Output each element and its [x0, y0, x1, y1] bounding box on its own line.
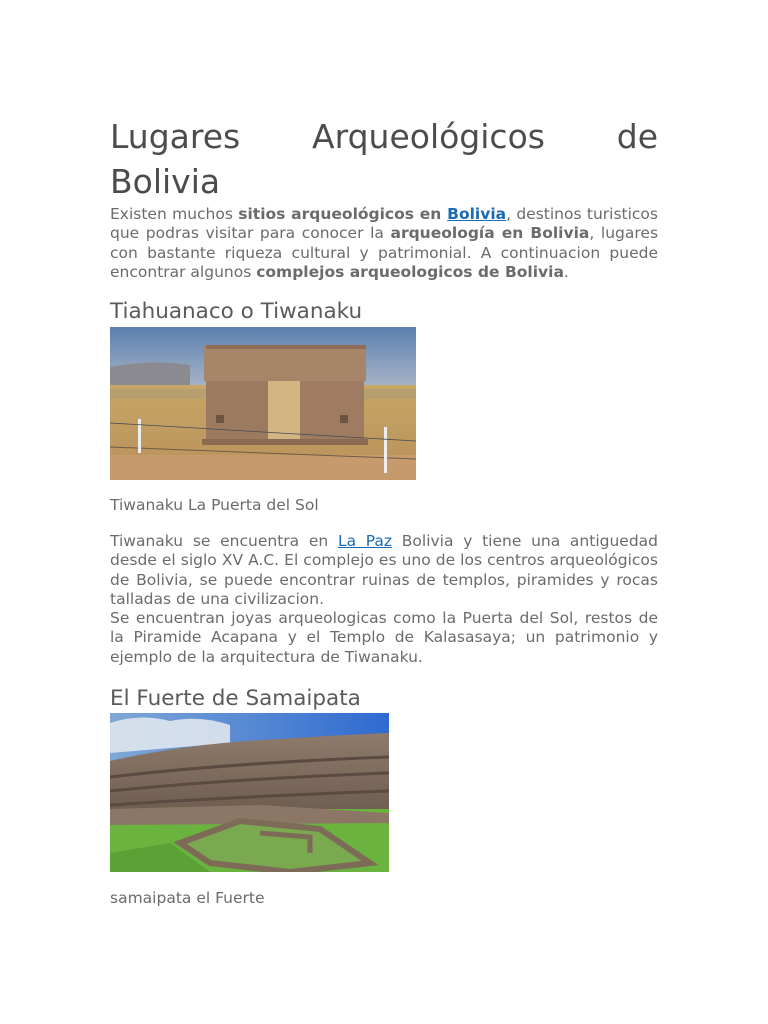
- intro-text-4: .: [563, 262, 569, 281]
- title-word-bolivia: Bolivia: [110, 162, 221, 201]
- tiwanaku-paragraph-2: Se encuentran joyas arqueologicas como la Puerta del Sol, restos de la Piramide Acapana y el Templo de Kalasasaya; un patrimonio y ejemplo de la arquitectura de Tiwanaku.: [110, 609, 658, 666]
- tiwanaku-photo: [110, 327, 416, 480]
- intro-paragraph: [110, 205, 658, 282]
- title-word-arqueologicos: Arqueológicos: [312, 117, 545, 156]
- intro-section: [110, 205, 658, 282]
- intro-text-1: Existen muchos: [110, 205, 239, 223]
- section-heading-samaipata: El Fuerte de Samaipata: [110, 686, 361, 711]
- section-heading-tiwanaku: Tiahuanaco o Tiwanaku: [110, 299, 363, 324]
- page-title: [110, 114, 658, 204]
- la-paz-link[interactable]: La Paz: [337, 532, 393, 550]
- bolivia-link[interactable]: Bolivia: [447, 205, 507, 223]
- tiwanaku-paragraph-1: [110, 532, 658, 609]
- tiwanaku-text-2: Bolivia y tiene una antiguedad desde el siglo XV A.C. El complejo es uno de los centros arqueológicos de Bolivia, se puede encontrar ruinas de templos, piramides y rocas talladas de una civilizacion.: [110, 532, 658, 608]
- intro-text-2: , destinos turisticos que podras visitar para conocer la: [110, 205, 658, 243]
- tiwanaku-text-1: Tiwanaku se encuentra en: [110, 532, 338, 550]
- tiwanaku-section: [110, 532, 658, 667]
- title-word-de: de: [616, 117, 658, 156]
- intro-bold-1: sitios arqueológicos en: [238, 205, 448, 223]
- samaipata-photo: [110, 713, 389, 872]
- title-word-lugares: Lugares: [110, 117, 241, 156]
- tiwanaku-photo-caption: Tiwanaku La Puerta del Sol: [110, 496, 319, 514]
- intro-bold-2: arqueología en Bolivia: [390, 224, 590, 243]
- intro-bold-3: complejos arqueologicos de Bolivia: [256, 262, 564, 281]
- samaipata-photo-caption: samaipata el Fuerte: [110, 889, 265, 907]
- intro-text-3: , lugares con bastante riqueza cultural y patrimonial. A continuacion puede encontrar algunos: [110, 224, 659, 281]
